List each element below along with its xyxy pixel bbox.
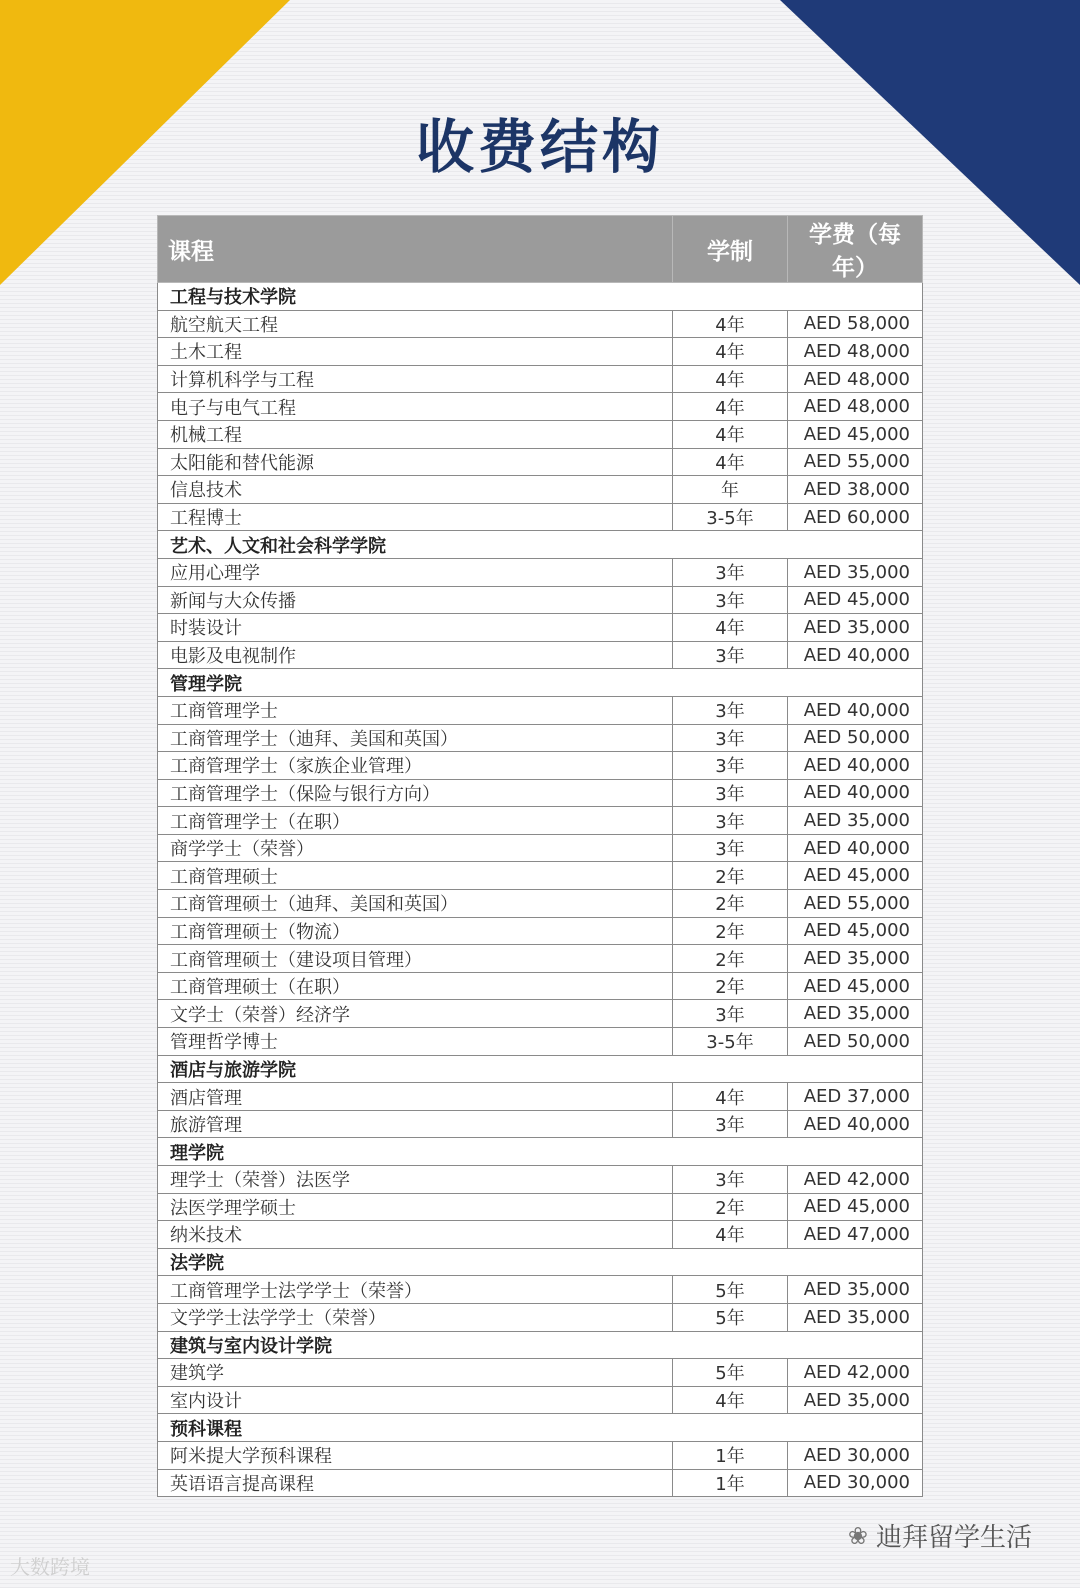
section-title: 建筑与室内设计学院 <box>158 1331 923 1359</box>
fee-cell: AED 40,000 <box>788 696 923 724</box>
course-cell: 建筑学 <box>158 1359 673 1387</box>
header-duration: 学制 <box>673 216 788 283</box>
table-header-row <box>158 216 923 283</box>
course-cell: 电子与电气工程 <box>158 393 673 421</box>
course-cell: 时装设计 <box>158 614 673 642</box>
fee-cell: AED 45,000 <box>788 420 923 448</box>
course-cell: 阿米提大学预科课程 <box>158 1441 673 1469</box>
duration-cell: 年 <box>673 476 788 504</box>
course-cell: 工商管理硕士（物流） <box>158 917 673 945</box>
fee-cell: AED 35,000 <box>788 1000 923 1028</box>
duration-cell: 3年 <box>673 1166 788 1194</box>
fee-cell: AED 45,000 <box>788 917 923 945</box>
fee-cell: AED 40,000 <box>788 1110 923 1138</box>
duration-cell: 3-5年 <box>673 1028 788 1056</box>
section-row <box>158 1055 923 1083</box>
table-row <box>158 1000 923 1028</box>
table-row <box>158 807 923 835</box>
duration-cell: 3年 <box>673 586 788 614</box>
fee-cell: AED 47,000 <box>788 1221 923 1249</box>
duration-cell: 4年 <box>673 1221 788 1249</box>
section-row <box>158 1248 923 1276</box>
watermark-left: 大数跨境 <box>10 1555 90 1579</box>
fee-cell: AED 40,000 <box>788 834 923 862</box>
course-cell: 工商管理学士（在职） <box>158 807 673 835</box>
course-cell: 电影及电视制作 <box>158 641 673 669</box>
duration-cell: 3年 <box>673 834 788 862</box>
course-cell: 工商管理学士（迪拜、美国和英国） <box>158 724 673 752</box>
fee-cell: AED 37,000 <box>788 1083 923 1111</box>
duration-cell: 3年 <box>673 558 788 586</box>
section-title: 管理学院 <box>158 669 923 697</box>
section-title: 酒店与旅游学院 <box>158 1055 923 1083</box>
course-cell: 航空航天工程 <box>158 310 673 338</box>
header-fee: 学费（每年） <box>788 216 923 283</box>
duration-cell: 3年 <box>673 1000 788 1028</box>
duration-cell: 4年 <box>673 393 788 421</box>
duration-cell: 1年 <box>673 1441 788 1469</box>
fee-cell: AED 42,000 <box>788 1166 923 1194</box>
table-row <box>158 917 923 945</box>
course-cell: 法医学理学硕士 <box>158 1193 673 1221</box>
fee-cell: AED 45,000 <box>788 1193 923 1221</box>
table-row <box>158 1441 923 1469</box>
table-row <box>158 420 923 448</box>
course-cell: 应用心理学 <box>158 558 673 586</box>
table-row <box>158 1303 923 1331</box>
wechat-icon: ❀ <box>847 1521 868 1550</box>
table-row <box>158 724 923 752</box>
duration-cell: 2年 <box>673 917 788 945</box>
table-row <box>158 1083 923 1111</box>
course-cell: 酒店管理 <box>158 1083 673 1111</box>
table-row <box>158 614 923 642</box>
table-row <box>158 1386 923 1414</box>
section-title: 艺术、人文和社会科学学院 <box>158 531 923 559</box>
duration-cell: 1年 <box>673 1469 788 1497</box>
course-cell: 文学士（荣誉）经济学 <box>158 1000 673 1028</box>
course-cell: 信息技术 <box>158 476 673 504</box>
section-row <box>158 1138 923 1166</box>
fee-cell: AED 35,000 <box>788 945 923 973</box>
course-cell: 计算机科学与工程 <box>158 365 673 393</box>
table-row <box>158 890 923 918</box>
duration-cell: 5年 <box>673 1276 788 1304</box>
course-cell: 工商管理硕士 <box>158 862 673 890</box>
fee-cell: AED 30,000 <box>788 1469 923 1497</box>
fee-cell: AED 50,000 <box>788 1028 923 1056</box>
course-cell: 工商管理学士（家族企业管理） <box>158 752 673 780</box>
fee-cell: AED 60,000 <box>788 503 923 531</box>
fee-cell: AED 40,000 <box>788 779 923 807</box>
duration-cell: 2年 <box>673 1193 788 1221</box>
table-row <box>158 641 923 669</box>
table-row <box>158 476 923 504</box>
course-cell: 理学士（荣誉）法医学 <box>158 1166 673 1194</box>
course-cell: 工商管理学士 <box>158 696 673 724</box>
table-row <box>158 1166 923 1194</box>
table-row <box>158 448 923 476</box>
table-row <box>158 310 923 338</box>
fee-cell: AED 35,000 <box>788 614 923 642</box>
course-cell: 新闻与大众传播 <box>158 586 673 614</box>
duration-cell: 4年 <box>673 338 788 366</box>
fee-cell: AED 50,000 <box>788 724 923 752</box>
course-cell: 太阳能和替代能源 <box>158 448 673 476</box>
fee-cell: AED 42,000 <box>788 1359 923 1387</box>
duration-cell: 3年 <box>673 1110 788 1138</box>
duration-cell: 3年 <box>673 724 788 752</box>
course-cell: 管理哲学博士 <box>158 1028 673 1056</box>
table-row <box>158 503 923 531</box>
fee-table-body <box>158 283 923 1497</box>
duration-cell: 5年 <box>673 1303 788 1331</box>
table-row <box>158 1028 923 1056</box>
section-title: 预科课程 <box>158 1414 923 1442</box>
watermark-right-text: 迪拜留学生活 <box>875 1523 1032 1553</box>
table-row <box>158 972 923 1000</box>
table-row <box>158 752 923 780</box>
course-cell: 工商管理硕士（建设项目管理） <box>158 945 673 973</box>
fee-cell: AED 48,000 <box>788 365 923 393</box>
duration-cell: 4年 <box>673 420 788 448</box>
section-row <box>158 1331 923 1359</box>
fee-cell: AED 30,000 <box>788 1441 923 1469</box>
table-row <box>158 338 923 366</box>
page-title: 收费结构 <box>415 113 664 181</box>
course-cell: 工商管理硕士（迪拜、美国和英国） <box>158 890 673 918</box>
course-cell: 工程博士 <box>158 503 673 531</box>
duration-cell: 4年 <box>673 448 788 476</box>
table-row <box>158 945 923 973</box>
duration-cell: 3年 <box>673 807 788 835</box>
section-title: 理学院 <box>158 1138 923 1166</box>
table-row <box>158 834 923 862</box>
fee-table <box>157 215 923 1497</box>
watermark-right <box>848 1517 1032 1554</box>
duration-cell: 3年 <box>673 752 788 780</box>
table-row <box>158 1359 923 1387</box>
course-cell: 机械工程 <box>158 420 673 448</box>
table-row <box>158 558 923 586</box>
duration-cell: 2年 <box>673 890 788 918</box>
fee-cell: AED 48,000 <box>788 338 923 366</box>
duration-cell: 4年 <box>673 365 788 393</box>
duration-cell: 2年 <box>673 972 788 1000</box>
fee-cell: AED 35,000 <box>788 558 923 586</box>
table-row <box>158 1221 923 1249</box>
fee-cell: AED 48,000 <box>788 393 923 421</box>
duration-cell: 2年 <box>673 945 788 973</box>
fee-cell: AED 45,000 <box>788 862 923 890</box>
fee-cell: AED 40,000 <box>788 641 923 669</box>
table-row <box>158 1110 923 1138</box>
course-cell: 文学学士法学学士（荣誉） <box>158 1303 673 1331</box>
course-cell: 工商管理硕士（在职） <box>158 972 673 1000</box>
course-cell: 土木工程 <box>158 338 673 366</box>
duration-cell: 3年 <box>673 696 788 724</box>
section-row <box>158 531 923 559</box>
duration-cell: 4年 <box>673 1083 788 1111</box>
course-cell: 工商管理学士（保险与银行方向） <box>158 779 673 807</box>
table-row <box>158 779 923 807</box>
duration-cell: 2年 <box>673 862 788 890</box>
header-course: 课程 <box>158 216 673 283</box>
duration-cell: 4年 <box>673 1386 788 1414</box>
fee-cell: AED 40,000 <box>788 752 923 780</box>
table-row <box>158 696 923 724</box>
table-row <box>158 1276 923 1304</box>
fee-cell: AED 35,000 <box>788 807 923 835</box>
course-cell: 室内设计 <box>158 1386 673 1414</box>
fee-cell: AED 35,000 <box>788 1386 923 1414</box>
course-cell: 工商管理学士法学学士（荣誉） <box>158 1276 673 1304</box>
section-row <box>158 669 923 697</box>
course-cell: 英语语言提高课程 <box>158 1469 673 1497</box>
fee-cell: AED 35,000 <box>788 1276 923 1304</box>
duration-cell: 3-5年 <box>673 503 788 531</box>
fee-cell: AED 38,000 <box>788 476 923 504</box>
duration-cell: 5年 <box>673 1359 788 1387</box>
table-row <box>158 862 923 890</box>
course-cell: 纳米技术 <box>158 1221 673 1249</box>
fee-cell: AED 45,000 <box>788 586 923 614</box>
duration-cell: 4年 <box>673 614 788 642</box>
fee-cell: AED 55,000 <box>788 890 923 918</box>
section-row <box>158 1414 923 1442</box>
section-row <box>158 283 923 311</box>
fee-cell: AED 58,000 <box>788 310 923 338</box>
fee-cell: AED 55,000 <box>788 448 923 476</box>
duration-cell: 3年 <box>673 641 788 669</box>
table-row <box>158 365 923 393</box>
section-title: 工程与技术学院 <box>158 283 923 311</box>
table-row <box>158 586 923 614</box>
course-cell: 旅游管理 <box>158 1110 673 1138</box>
table-row <box>158 393 923 421</box>
duration-cell: 4年 <box>673 310 788 338</box>
duration-cell: 3年 <box>673 779 788 807</box>
table-row <box>158 1469 923 1497</box>
table-row <box>158 1193 923 1221</box>
course-cell: 商学学士（荣誉） <box>158 834 673 862</box>
fee-cell: AED 35,000 <box>788 1303 923 1331</box>
fee-cell: AED 45,000 <box>788 972 923 1000</box>
section-title: 法学院 <box>158 1248 923 1276</box>
